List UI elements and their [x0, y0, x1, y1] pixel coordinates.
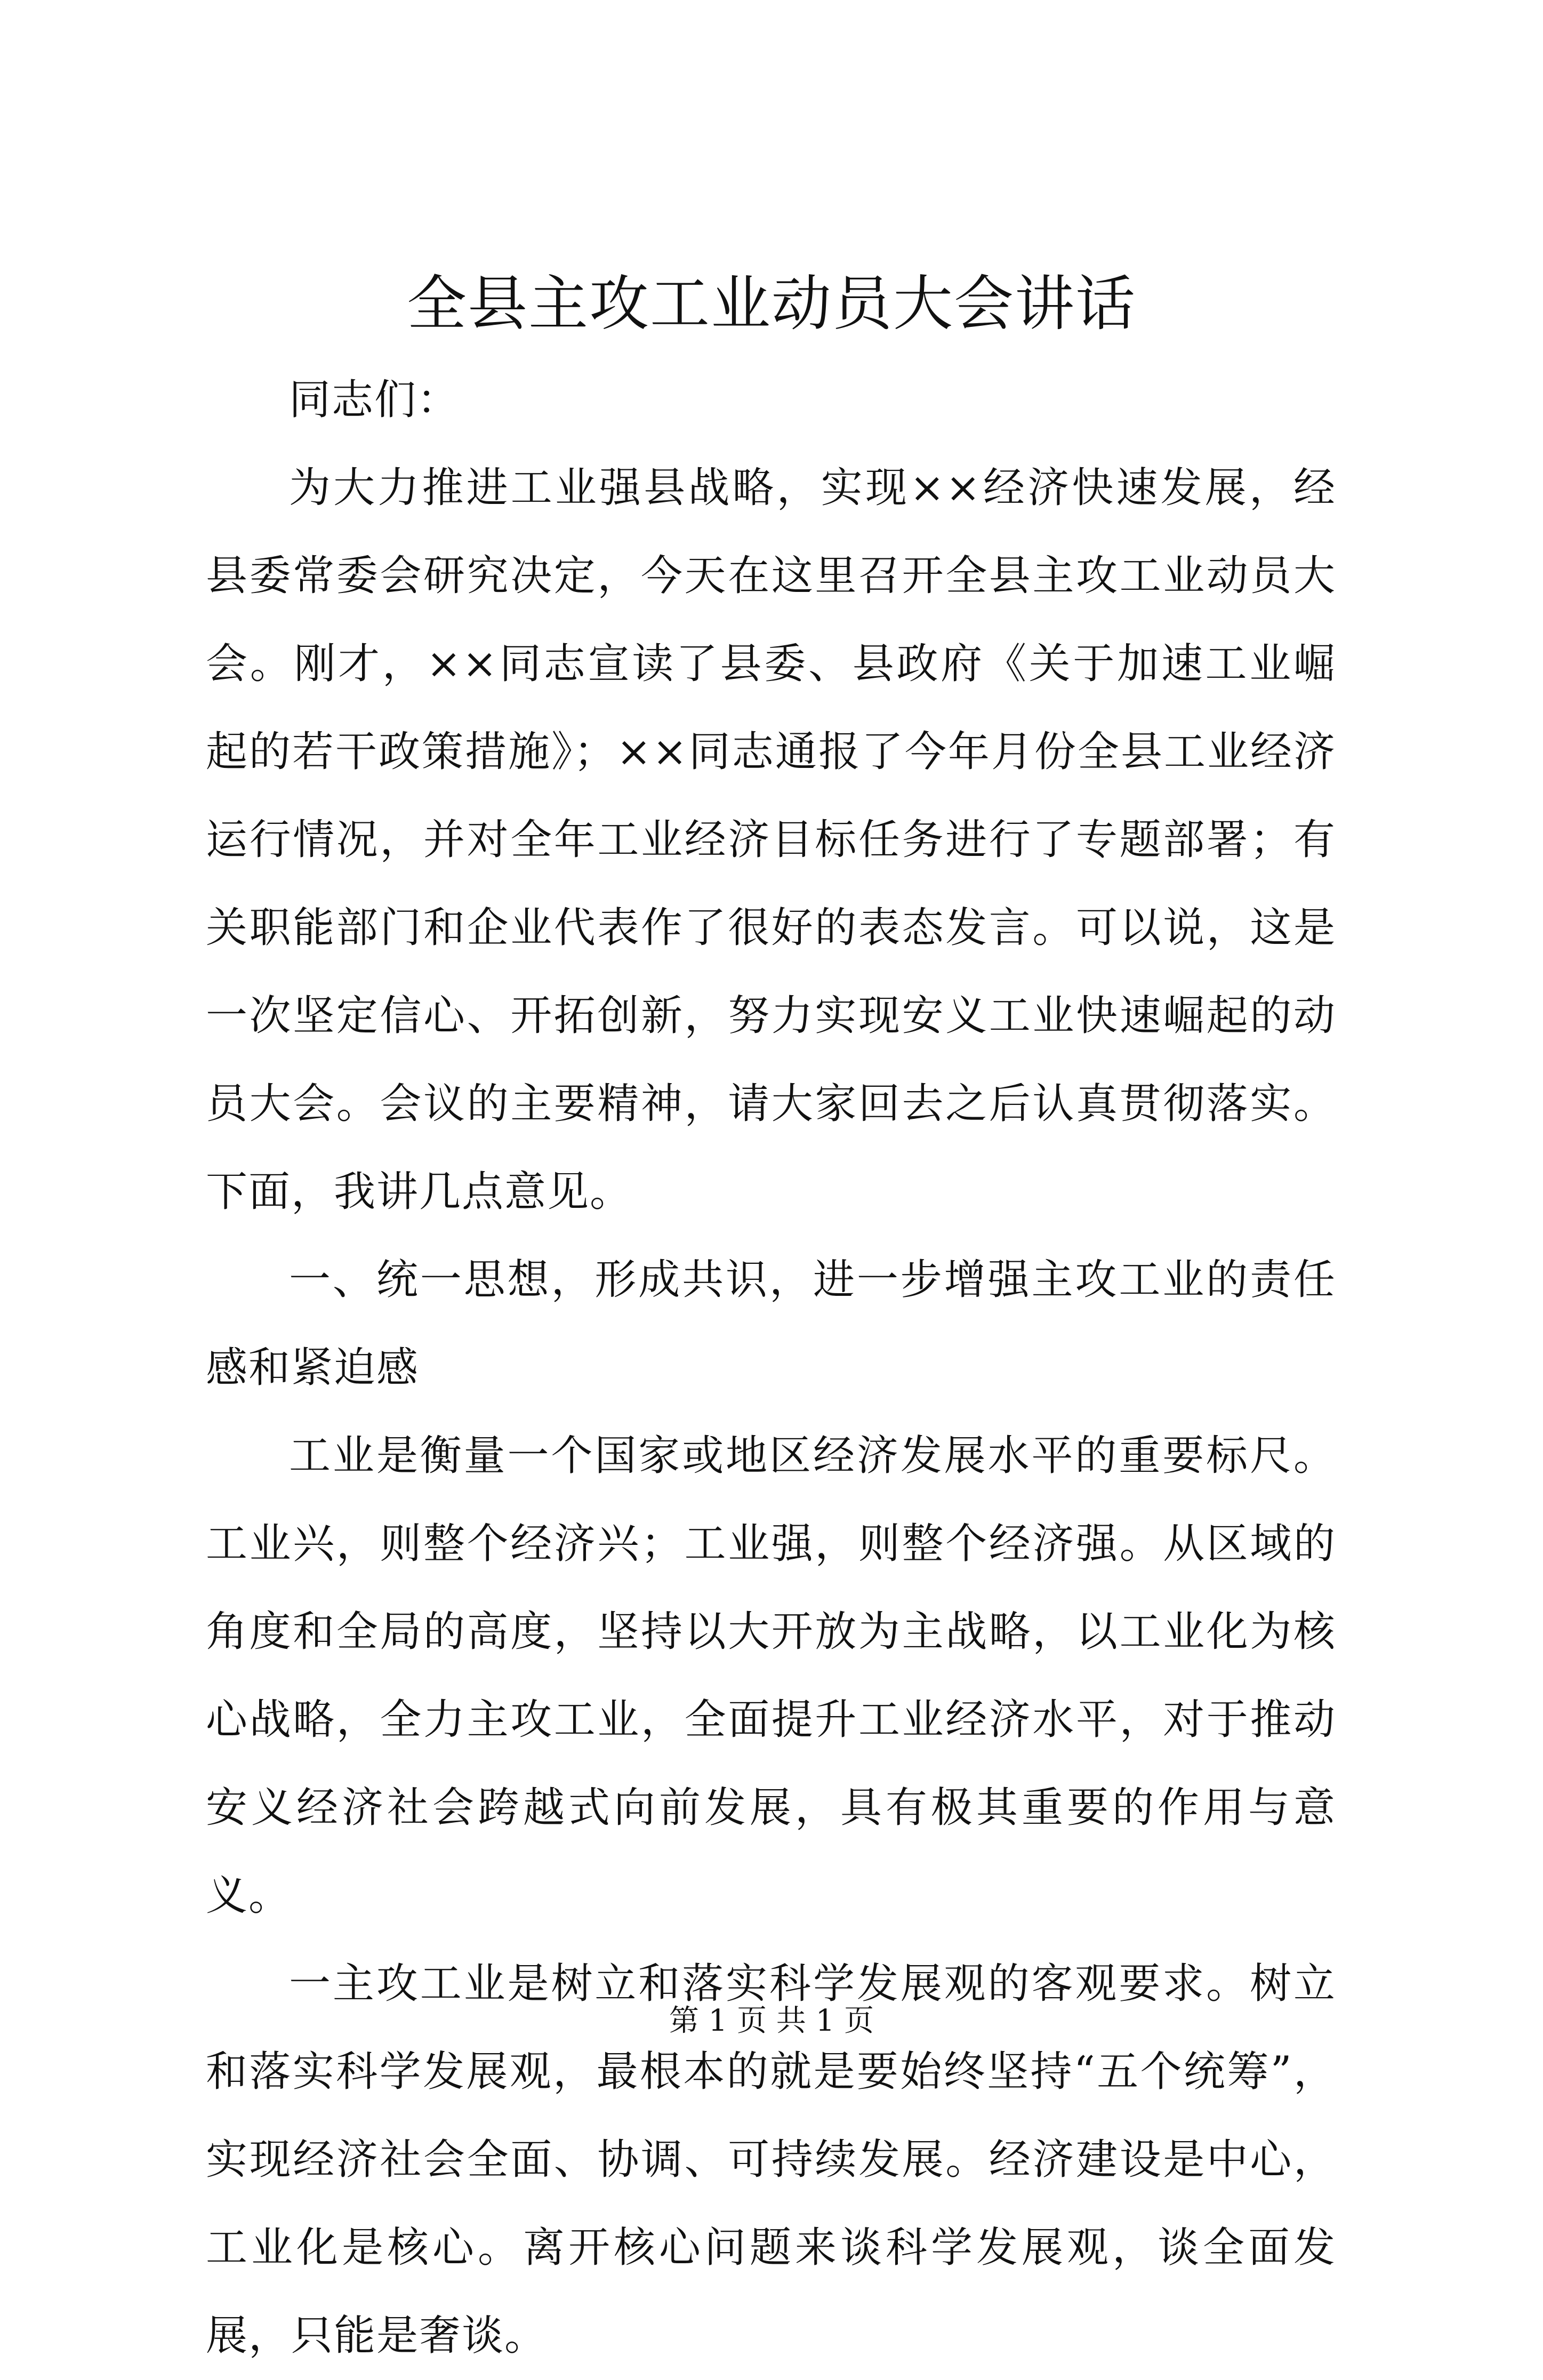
page-footer: 第 1 页 共 1 页: [669, 2004, 874, 2038]
document-body: [206, 356, 1336, 2380]
body-paragraph: 工业是衡量一个国家或地区经济发展水平的重要标尺。工业兴，则整个经济兴；工业强，则整个经济强。从区域的角度和全局的高度，坚持以大开放为主战略，以工业化为核心战略，全力主攻工业，全面提升工业经济水平，对于推动安义经济社会跨越式向前发展，具有极其重要的作用与意义。: [206, 1432, 1336, 1920]
section-heading: 一、统一思想，形成共识，进一步增强主攻工业的责任感和紧迫感: [206, 1256, 1336, 1392]
document-title: 全县主攻工业动员大会讲话: [407, 269, 1136, 339]
salutation: 同志们：: [289, 376, 460, 424]
body-paragraph: 一主攻工业是树立和落实科学发展观的客观要求。树立和落实科学发展观，最根本的就是要始终坚持“五个统筹”，实现经济社会全面、协调、可持续发展。经济建设是中心，工业化是核心。离开核心问题来谈科学发展观，谈全面发展，只能是奢谈。: [206, 1960, 1336, 2360]
body-paragraph: 为大力推进工业强县战略，实现××经济快速发展，经县委常委会研究决定，今天在这里召开全县主攻工业动员大会。刚才，××同志宣读了县委、县政府《关于加速工业崛起的若干政策措施》；××同志通报了今年月份全县工业经济运行情况，并对全年工业经济目标任务进行了专题部署；有关职能部门和企业代表作了很好的表态发言。可以说，这是一次坚定信心、开拓创新，努力实现安义工业快速崛起的动员大会。会议的主要精神，请大家回去之后认真贯彻落实。下面，我讲几点意见。: [206, 464, 1336, 1216]
